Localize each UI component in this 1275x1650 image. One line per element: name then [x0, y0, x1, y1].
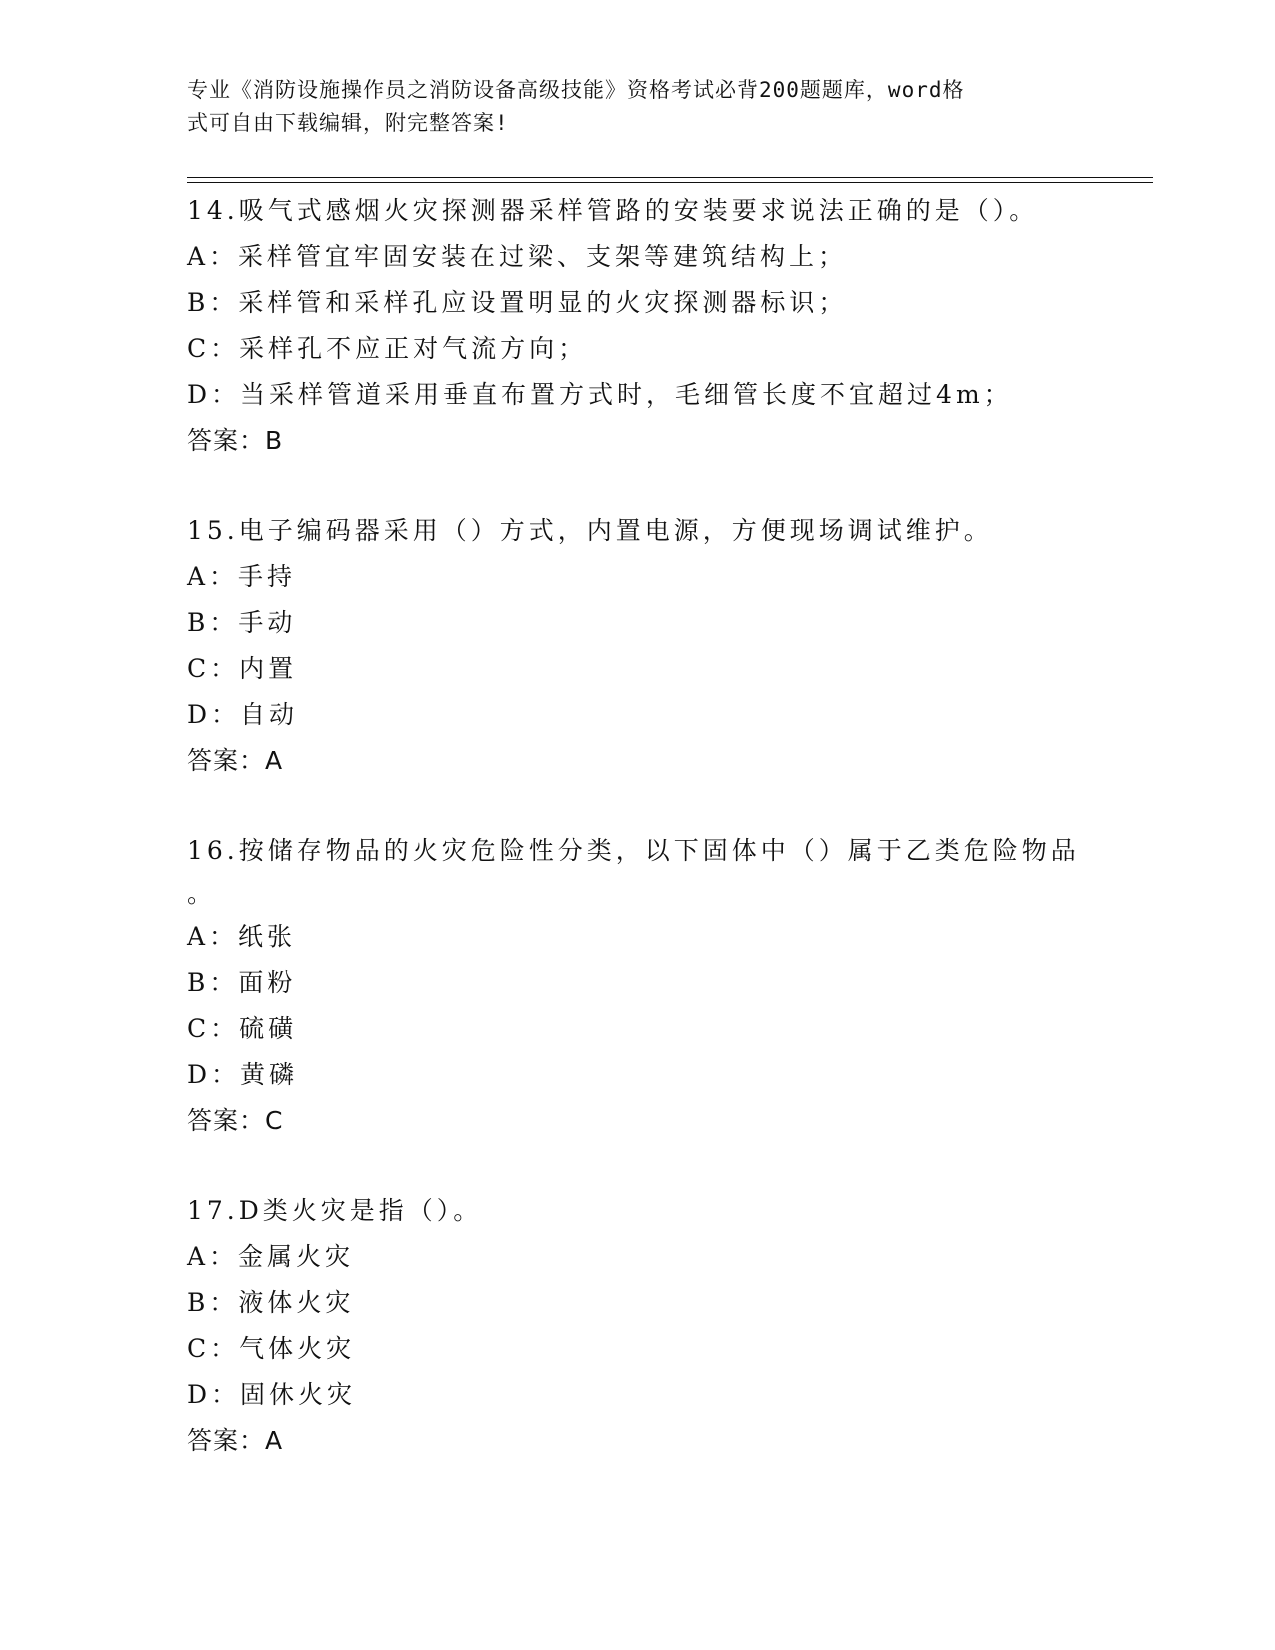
- option-d: D：黄磷: [187, 1060, 299, 1089]
- option-a: A：采样管宜牢固安装在过梁、支架等建筑结构上；: [187, 242, 848, 271]
- question-stem: 15.电子编码器采用（）方式，内置电源，方便现场调试维护。: [187, 516, 993, 545]
- option-c: C：硫磺: [187, 1014, 298, 1043]
- header-line-2: 式可自由下载编辑，附完整答案!: [187, 111, 509, 135]
- option-a: A：金属火灾: [187, 1242, 355, 1271]
- option-b: B：液体火灾: [187, 1288, 355, 1317]
- option-d: D：当采样管道采用垂直布置方式时，毛细管长度不宜超过4m；: [187, 380, 1013, 409]
- option-a: A：手持: [187, 562, 297, 591]
- header-divider-bottom: [187, 182, 1153, 183]
- question-17: [187, 1188, 1147, 1464]
- answer-line: 答案：C: [187, 1106, 284, 1135]
- option-b: B：手动: [187, 608, 297, 637]
- question-16: [187, 828, 1147, 1144]
- question-stem-tail: 。: [187, 879, 217, 908]
- question-stem: 17.D类火灾是指（）。: [187, 1196, 483, 1225]
- header-divider-top: [187, 177, 1153, 178]
- question-14: [187, 188, 1147, 464]
- option-b: B：采样管和采样孔应设置明显的火灾探测器标识；: [187, 288, 848, 317]
- header-line-1: 专业《消防设施操作员之消防设备高级技能》资格考试必背200题题库，word格: [187, 78, 965, 102]
- option-c: C：气体火灾: [187, 1334, 356, 1363]
- question-stem: 14.吸气式感烟火灾探测器采样管路的安装要求说法正确的是（）。: [187, 196, 1039, 225]
- question-15: [187, 508, 1147, 784]
- option-c: C：采样孔不应正对气流方向；: [187, 334, 588, 363]
- document-header: [187, 74, 1087, 140]
- answer-line: 答案：B: [187, 426, 284, 455]
- option-a: A：纸张: [187, 922, 297, 951]
- answer-line: 答案：A: [187, 746, 284, 775]
- answer-line: 答案：A: [187, 1426, 284, 1455]
- question-list: [187, 188, 1147, 1464]
- option-d: D：自动: [187, 700, 299, 729]
- option-c: C：内置: [187, 654, 298, 683]
- option-b: B：面粉: [187, 968, 297, 997]
- question-stem: 16.按储存物品的火灾危险性分类，以下固体中（）属于乙类危险物品: [187, 836, 1080, 865]
- option-d: D：固休火灾: [187, 1380, 357, 1409]
